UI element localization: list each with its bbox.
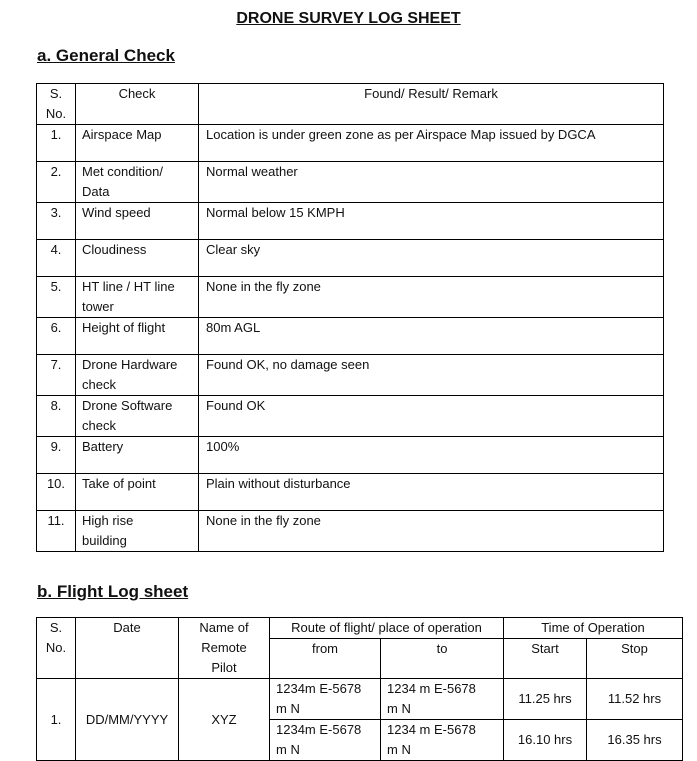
row-check <box>76 203 199 240</box>
row-check-line2: tower <box>82 299 114 314</box>
row-sno: 5. <box>37 277 76 318</box>
row-remark: Found OK <box>199 396 664 437</box>
row-check-line1: High rise <box>82 513 134 528</box>
table-header-row <box>37 84 664 125</box>
row-route-from-1 <box>270 679 381 720</box>
row-check-line1: Battery <box>82 439 124 454</box>
row-stop-2: 16.35 hrs <box>587 720 683 761</box>
header-remark: Found/ Result/ Remark <box>199 84 664 125</box>
row-sno: 1. <box>37 679 76 761</box>
row-check-line2: check <box>82 418 116 433</box>
row-pilot: XYZ <box>179 679 270 761</box>
row-check-line1: Wind speed <box>82 205 151 220</box>
table-row <box>37 396 664 437</box>
route-to-1-line2: m N <box>387 701 411 716</box>
row-check-line1: Airspace Map <box>82 127 162 142</box>
row-sno: 6. <box>37 318 76 355</box>
row-check <box>76 318 199 355</box>
header-sno-line2: No. <box>45 106 67 121</box>
header-date: Date <box>76 618 179 679</box>
row-check <box>76 437 199 474</box>
route-from-2-line1: 1234m E-5678 <box>276 722 362 737</box>
route-to-2-line1: 1234 m E-5678 <box>387 722 476 737</box>
row-remark: Normal below 15 KMPH <box>199 203 664 240</box>
row-check <box>76 240 199 277</box>
row-check <box>76 474 199 511</box>
row-date: DD/MM/YYYY <box>76 679 179 761</box>
row-remark: Plain without disturbance <box>199 474 664 511</box>
row-check-line1: Height of flight <box>82 320 166 335</box>
header-time-stop: Stop <box>587 639 683 679</box>
table-row <box>37 277 664 318</box>
header-route-from: from <box>270 639 381 679</box>
table-row <box>37 125 664 162</box>
row-check-line1: Met condition/ <box>82 164 163 179</box>
route-from-2-line2: m N <box>276 742 300 757</box>
row-check <box>76 511 199 552</box>
row-check-line2: building <box>82 533 127 548</box>
row-stop-1: 11.52 hrs <box>587 679 683 720</box>
header-time-start: Start <box>504 639 587 679</box>
section-heading-flight-log: b. Flight Log sheet <box>37 582 189 601</box>
row-remark: 100% <box>199 437 664 474</box>
row-check-line2: Data <box>82 184 110 199</box>
row-sno: 9. <box>37 437 76 474</box>
header-sno-line1: S. <box>49 620 63 635</box>
row-route-to-1 <box>381 679 504 720</box>
route-from-1-line1: 1234m E-5678 <box>276 681 362 696</box>
section-heading-general-check: a. General Check <box>37 46 175 65</box>
table-row <box>37 437 664 474</box>
row-remark: 80m AGL <box>199 318 664 355</box>
row-check <box>76 396 199 437</box>
row-sno: 7. <box>37 355 76 396</box>
row-remark: Normal weather <box>199 162 664 203</box>
row-check <box>76 125 199 162</box>
row-remark: Found OK, no damage seen <box>199 355 664 396</box>
row-sno: 1. <box>37 125 76 162</box>
row-sno: 3. <box>37 203 76 240</box>
row-route-to-2 <box>381 720 504 761</box>
table-row <box>37 355 664 396</box>
table-row <box>37 162 664 203</box>
row-check-line1: Drone Hardware <box>82 357 178 372</box>
header-pilot-line2: Remote <box>201 640 247 655</box>
header-check: Check <box>76 84 199 125</box>
row-sno: 2. <box>37 162 76 203</box>
header-sno <box>37 84 76 125</box>
row-sno: 8. <box>37 396 76 437</box>
header-pilot <box>179 618 270 679</box>
table-row <box>37 318 664 355</box>
header-sno-line2: No. <box>45 640 67 655</box>
row-check <box>76 355 199 396</box>
table-row <box>37 474 664 511</box>
document-title: DRONE SURVEY LOG SHEET <box>236 10 461 27</box>
row-remark: None in the fly zone <box>199 511 664 552</box>
row-check <box>76 277 199 318</box>
flight-log-table <box>36 617 683 761</box>
row-check-line1: Drone Software <box>82 398 173 413</box>
row-sno: 4. <box>37 240 76 277</box>
header-route: Route of flight/ place of operation <box>270 618 504 639</box>
row-check-line1: HT line / HT line <box>82 279 175 294</box>
row-sno: 11. <box>37 511 76 552</box>
header-time: Time of Operation <box>504 618 683 639</box>
route-from-1-line2: m N <box>276 701 300 716</box>
row-check-line2: check <box>82 377 116 392</box>
row-start-1: 11.25 hrs <box>504 679 587 720</box>
row-sno: 10. <box>37 474 76 511</box>
header-sno <box>37 618 76 679</box>
table-row <box>37 511 664 552</box>
row-remark: None in the fly zone <box>199 277 664 318</box>
row-route-from-2 <box>270 720 381 761</box>
header-route-to: to <box>381 639 504 679</box>
row-check <box>76 162 199 203</box>
row-remark: Clear sky <box>199 240 664 277</box>
header-pilot-line3: Pilot <box>211 660 237 675</box>
route-to-1-line1: 1234 m E-5678 <box>387 681 476 696</box>
header-pilot-line1: Name of <box>199 620 249 635</box>
header-sno-line1: S. <box>49 86 63 101</box>
route-to-2-line2: m N <box>387 742 411 757</box>
row-start-2: 16.10 hrs <box>504 720 587 761</box>
row-remark: Location is under green zone as per Airspace Map issued by DGCA <box>199 125 664 162</box>
table-row <box>37 203 664 240</box>
row-check-line1: Cloudiness <box>82 242 147 257</box>
table-row <box>37 679 683 720</box>
table-row <box>37 240 664 277</box>
general-check-table <box>36 83 664 552</box>
row-check-line1: Take of point <box>82 476 156 491</box>
table-header-row <box>37 618 683 639</box>
